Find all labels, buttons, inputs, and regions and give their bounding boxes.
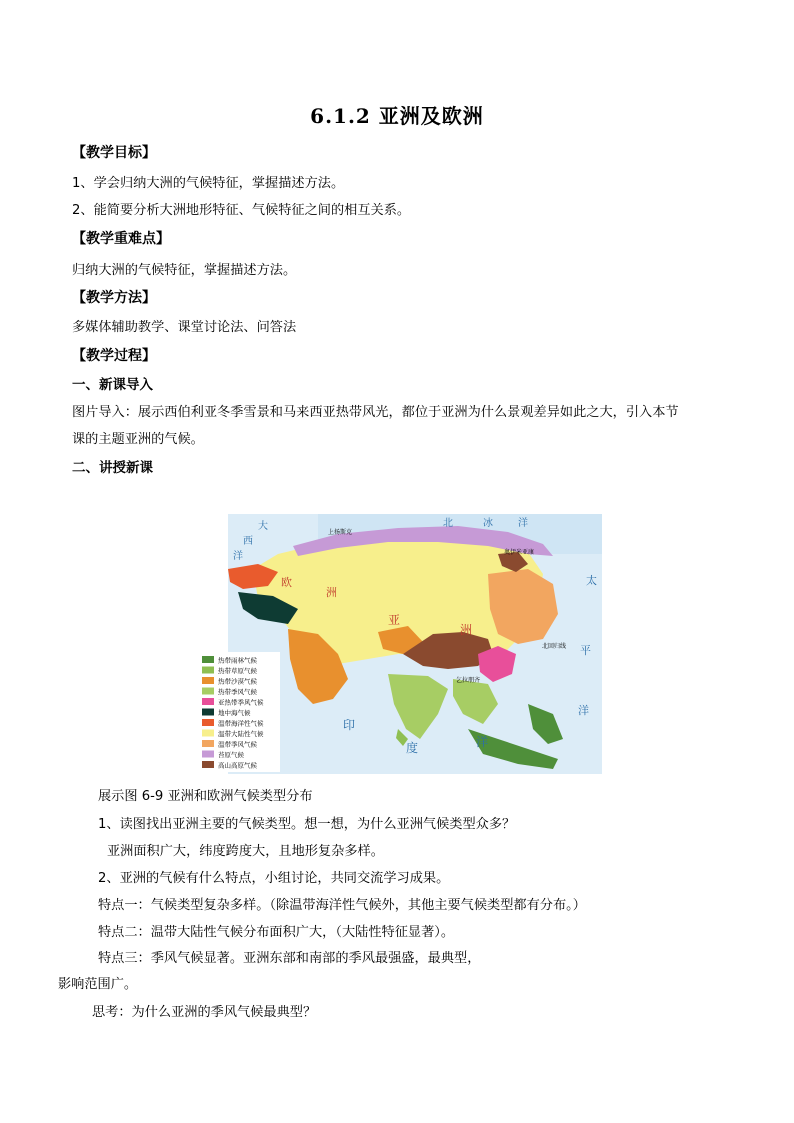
map-label-cherrapunji: 乞拉朋齐	[456, 677, 481, 684]
page-title: 6.1.2 亚洲及欧洲	[310, 104, 484, 128]
methods-text: 多媒体辅助教学、课堂讨论法、问答法	[72, 320, 297, 335]
map-label-atlantic-2: 西	[243, 536, 253, 547]
feature-3-continued: 影响范围广。	[58, 977, 138, 992]
legend-label: 热带沙漠气候	[218, 677, 257, 686]
map-label-indian-1: 印	[343, 718, 356, 732]
section-heading-methods: 【教学方法】	[72, 290, 156, 306]
map-legend	[198, 652, 280, 772]
legend-swatch	[202, 740, 214, 747]
answer-1: 亚洲面积广大，纬度跨度大，且地形复杂多样。	[107, 844, 384, 859]
map-label-tropic: 北回归线	[542, 643, 567, 650]
figure-caption: 展示图 6-9 亚洲和欧洲气候类型分布	[98, 789, 313, 804]
map-label-arctic-1: 北	[443, 518, 453, 529]
map-label-pacific-2: 平	[580, 644, 591, 657]
legend-label: 温带大陆性气候	[218, 730, 264, 738]
legend-swatch	[202, 761, 214, 768]
map-label-europe-2: 洲	[326, 586, 337, 599]
legend-label: 地中海气候	[218, 709, 251, 717]
map-label-pacific-3: 洋	[578, 704, 589, 717]
legend-swatch	[202, 730, 214, 737]
legend-swatch	[202, 751, 214, 758]
map-label-indian-2: 度	[406, 741, 419, 755]
intro-text-line-1: 图片导入：展示西伯利亚冬季雪景和马来西亚热带风光，都位于亚洲为什么景观差异如此之大，引入本节	[72, 405, 679, 420]
map-label-pacific-1: 太	[586, 574, 597, 587]
legend-label: 高山高原气候	[218, 761, 257, 770]
step-heading-intro: 一、新课导入	[72, 377, 153, 393]
section-heading-goals: 【教学目标】	[72, 145, 156, 161]
legend-swatch	[202, 656, 214, 663]
think-question: 思考：为什么亚洲的季风气候最典型？	[92, 1005, 317, 1020]
step-heading-new-lesson: 二、讲授新课	[72, 460, 153, 476]
legend-label: 苔原气候	[218, 751, 244, 759]
legend-swatch	[202, 709, 214, 716]
climate-map	[198, 514, 602, 774]
feature-2: 特点二：温带大陆性气候分布面积广大，（大陆性特征显著）。	[98, 925, 455, 940]
legend-label: 温带海洋性气候	[218, 719, 264, 728]
feature-1: 特点一：气候类型复杂多样。（除温带海洋性气候外，其他主要气候类型都有分布。）	[98, 898, 586, 913]
goal-item-2: 2、能简要分析大洲地形特征、气候特征之间的相互关系。	[72, 203, 411, 218]
map-label-oymyakon: 奥伊米亚康	[504, 549, 535, 556]
map-label-verkhoyansk: 上扬斯克	[328, 529, 353, 536]
map-label-atlantic-1: 大	[258, 521, 268, 532]
map-label-asia: 亚	[388, 613, 401, 627]
intro-text-line-2: 课的主题亚洲的气候。	[72, 432, 204, 447]
legend-label: 热带雨林气候	[218, 656, 257, 665]
map-label-atlantic-3: 洋	[233, 551, 243, 562]
key-points-text: 归纳大洲的气候特征，掌握描述方法。	[72, 263, 297, 278]
legend-label: 温带季风气候	[218, 740, 257, 749]
feature-3: 特点三：季风气候显著。亚洲东部和南部的季风最强盛，最典型，	[98, 951, 481, 966]
map-label-asia-2: 洲	[460, 623, 473, 637]
legend-swatch	[202, 667, 214, 674]
question-1: 1、读图找出亚洲主要的气候类型。想一想，为什么亚洲气候类型众多？	[98, 817, 516, 832]
map-label-arctic-3: 洋	[518, 518, 528, 529]
legend-label: 亚热带季风气候	[218, 698, 264, 707]
section-heading-process: 【教学过程】	[72, 348, 156, 364]
question-2: 2、亚洲的气候有什么特点，小组讨论，共同交流学习成果。	[98, 871, 450, 886]
legend-label: 热带草原气候	[218, 667, 257, 675]
map-label-arctic-2: 冰	[483, 518, 493, 529]
map-label-europe: 欧	[281, 576, 292, 589]
map-label-indian-3: 洋	[476, 735, 489, 749]
legend-swatch	[202, 719, 214, 726]
legend-swatch	[202, 698, 214, 705]
legend-swatch	[202, 677, 214, 684]
goal-item-1: 1、学会归纳大洲的气候特征，掌握描述方法。	[72, 176, 345, 191]
legend-swatch	[202, 688, 214, 695]
legend-label: 热带季风气候	[218, 688, 257, 696]
section-heading-key-points: 【教学重难点】	[72, 231, 170, 247]
